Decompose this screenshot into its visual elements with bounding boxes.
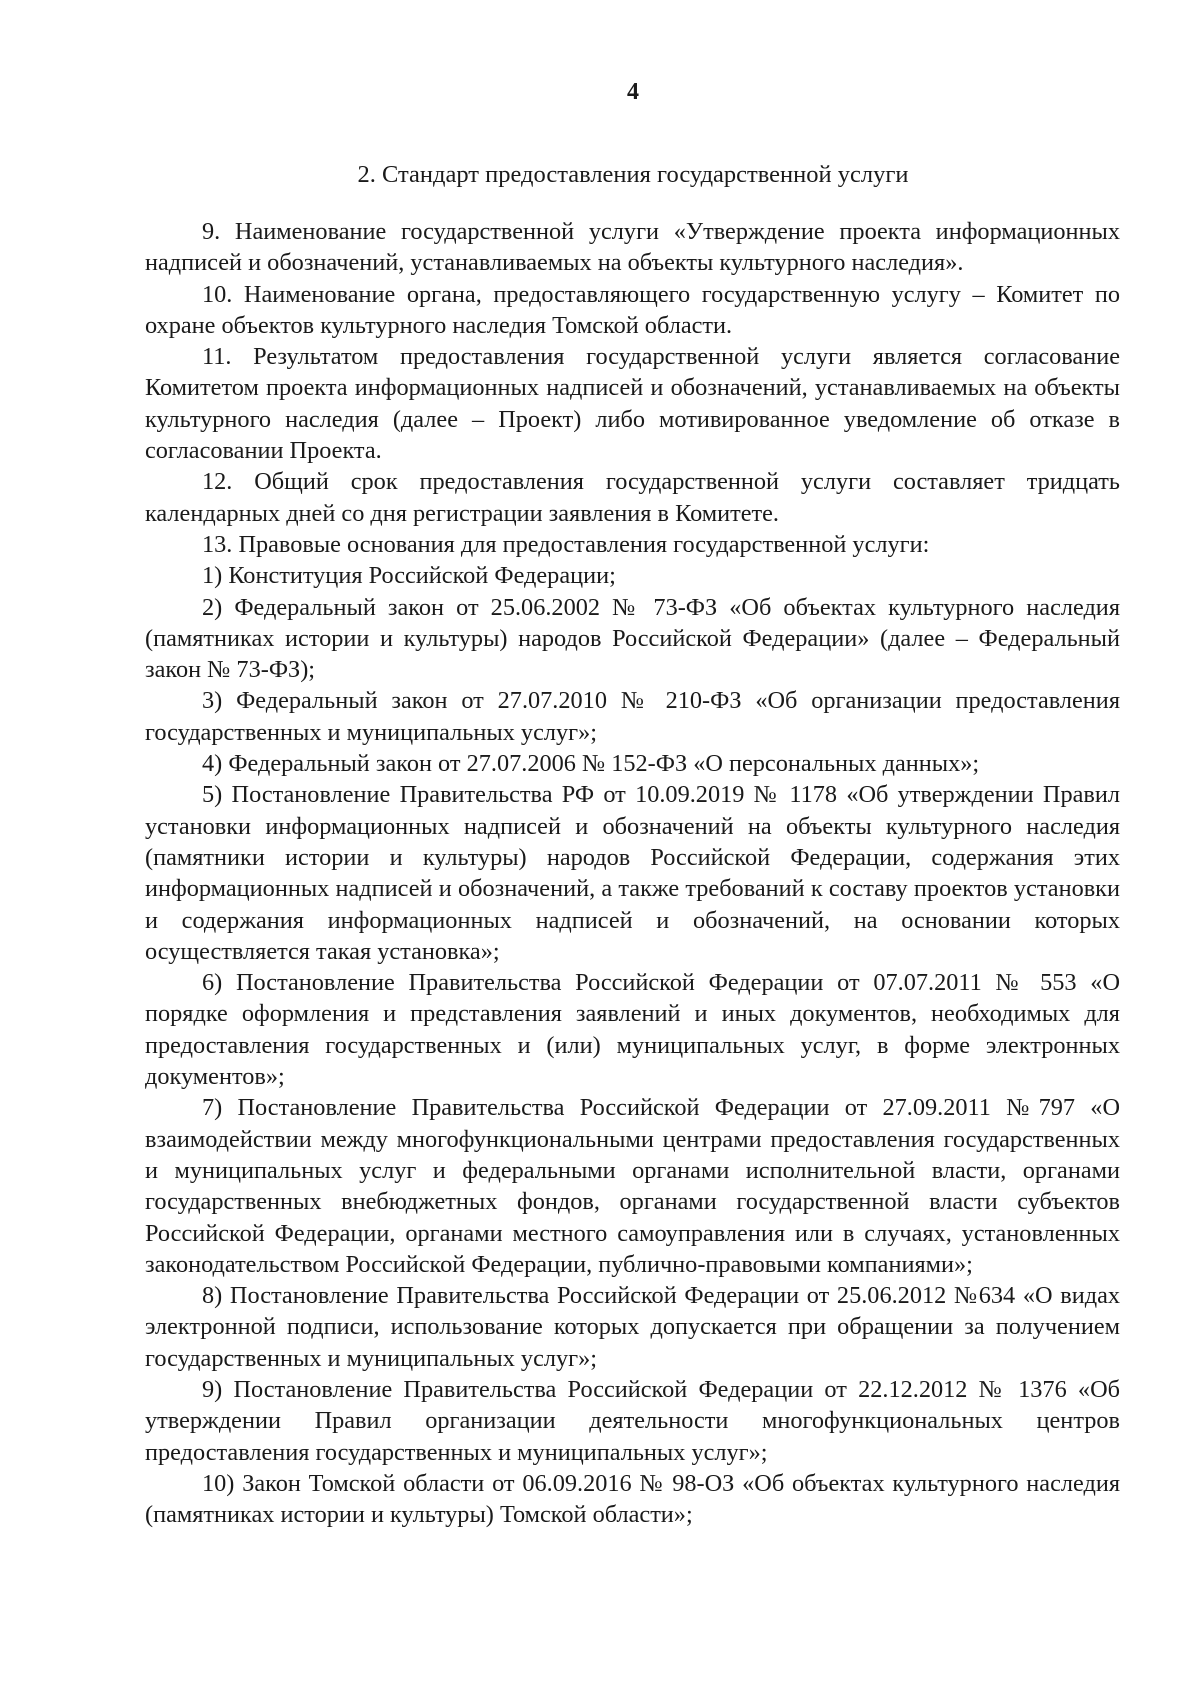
legal-basis-item-6: 6) Постановление Правительства Российской Федерации от 07.07.2011 № 553 «О порядке оформления и представления заявлений и иных документов, необходимых для предоставления государственных и (или) муниципальных услуг, в форме электронных документов»; xyxy=(145,969,1120,1091)
legal-basis-item-9: 9) Постановление Правительства Российской Федерации от 22.12.2012 № 1376 «Об утверждении Правил организации деятельности многофункциональных центров предоставления государственных и муниципальных услуг»; xyxy=(145,1375,1120,1466)
paragraph-9-service-name: 9. Наименование государственной услуги «Утверждение проекта информационных надписей и обозначений, устанавливаемых на объекты культурного наследия». xyxy=(145,218,1120,277)
section-title: 2. Стандарт предоставления государственной услуги xyxy=(357,161,909,188)
legal-basis-item-7: 7) Постановление Правительства Российской Федерации от 27.09.2011 №797 «О взаимодействии между многофункциональными центрами предоставления государственных и муниципальных услуг и федеральными органами исполнительной власти, органами государственных внебюджетных фондов, органами государственной власти субъектов Российской Федерации, органами местного самоуправления или в случаях, установленных законодательством Российской Федерации, публично-правовыми компаниями»; xyxy=(145,1094,1120,1278)
legal-basis-item-10: 10) Закон Томской области от 06.09.2016 № 98-ОЗ «Об объектах культурного наследия (памятниках истории и культуры) Томской области»; xyxy=(145,1469,1120,1529)
paragraph-12-service-term: 12. Общий срок предоставления государственной услуги составляет тридцать календарных дней со дня регистрации заявления в Комитете. xyxy=(145,468,1120,527)
legal-basis-item-2: 2) Федеральный закон от 25.06.2002 № 73-ФЗ «Об объектах культурного наследия (памятниках истории и культуры) народов Российской Федерации» (далее – Федеральный закон № 73-ФЗ); xyxy=(145,593,1120,684)
legal-basis-item-1: 1) Конституция Российской Федерации; xyxy=(202,562,616,590)
paragraph-13-legal-basis: 13. Правовые основания для предоставления государственной услуги: xyxy=(202,530,930,558)
paragraph-10-authority-name: 10. Наименование органа, предоставляющего государственную услугу – Комитет по охране объектов культурного наследия Томской области. xyxy=(145,280,1120,339)
legal-basis-item-3: 3) Федеральный закон от 27.07.2010 № 210-ФЗ «Об организации предоставления государственных и муниципальных услуг»; xyxy=(145,687,1120,746)
legal-basis-item-5: 5) Постановление Правительства РФ от 10.09.2019 № 1178 «Об утверждении Правил установки информационных надписей и обозначений на объекты культурного наследия (памятники истории и культуры) народов Российской Федерации, содержания этих информационных надписей и обозначений, а также требований к составу проектов установки и содержания информационных надписей и обозначений, на основании которых осуществляется такая установка»; xyxy=(145,781,1120,965)
paragraph-11-service-result: 11. Результатом предоставления государственной услуги является согласование Комитетом проекта информационных надписей и обозначений, устанавливаемых на объекты культурного наследия (далее – Проект) либо мотивированное уведомление об отказе в согласовании Проекта. xyxy=(145,343,1120,465)
legal-basis-item-4: 4) Федеральный закон от 27.07.2006 № 152-ФЗ «О персональных данных»; xyxy=(202,750,980,778)
page-number: 4 xyxy=(627,79,639,105)
document-body xyxy=(145,216,1120,1530)
legal-basis-item-8: 8) Постановление Правительства Российской Федерации от 25.06.2012 №634 «О видах электронной подписи, использование которых допускается при обращении за получением государственных и муниципальных услуг»; xyxy=(145,1282,1120,1372)
